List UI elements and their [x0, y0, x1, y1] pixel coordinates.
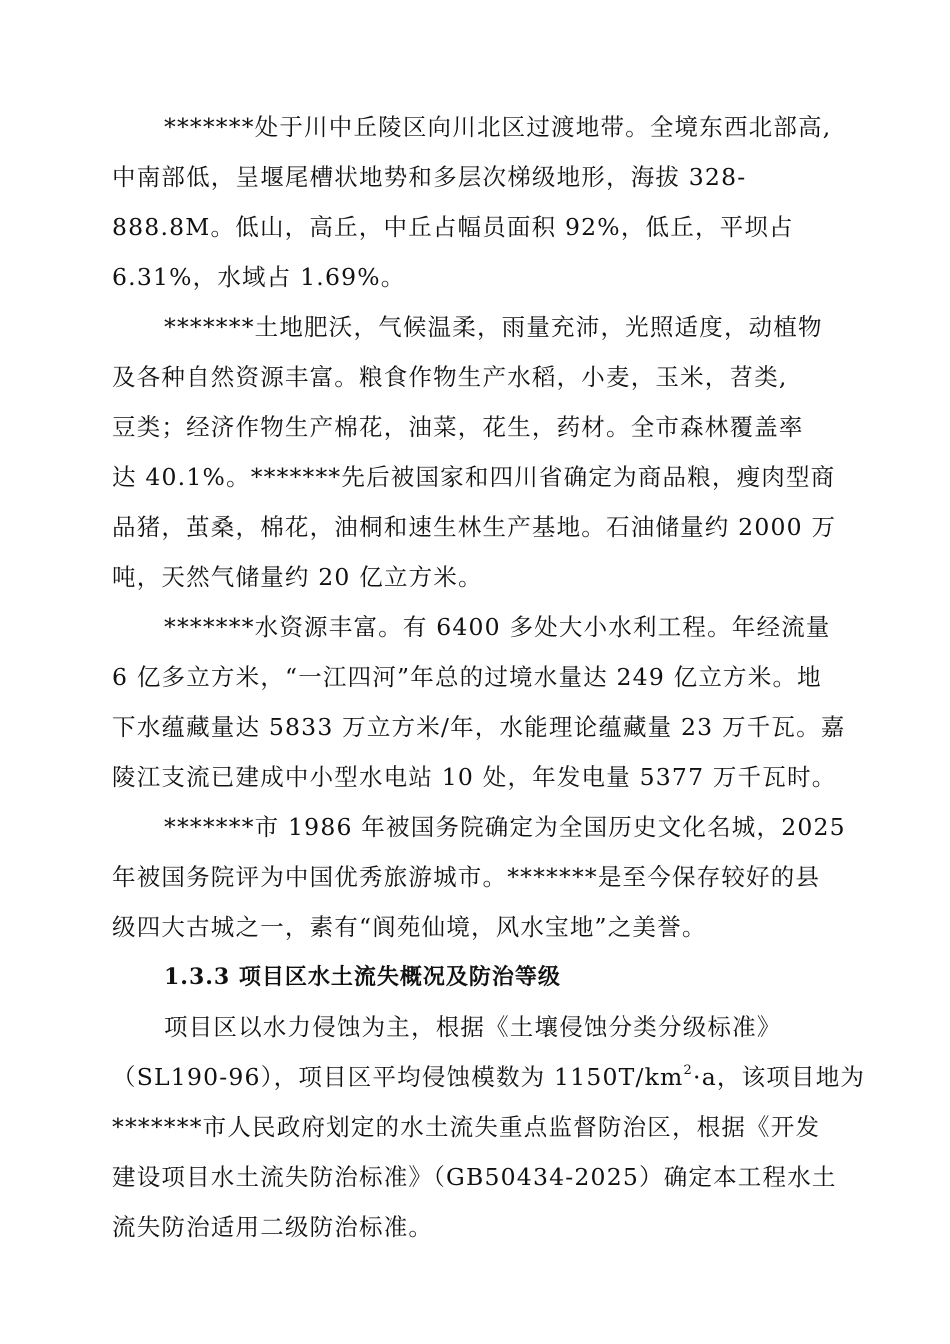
erosion-text-after-sup: ·a，该项目地为 [693, 1063, 866, 1091]
paragraph-line: 级四大古城之一，素有“阆苑仙境，风水宝地”之美誉。 [112, 913, 707, 941]
paragraph-line: 年被国务院评为中国优秀旅游城市。*******是至今保存较好的县 [112, 863, 821, 891]
paragraph-line: *******水资源丰富。有 6400 多处大小水利工程。年经流量 [164, 613, 831, 641]
paragraph-line: *******市人民政府划定的水土流失重点监督防治区，根据《开发 [112, 1113, 821, 1141]
paragraph-line: 品猪，茧桑，棉花，油桐和速生林生产基地。石油储量约 2000 万 [112, 513, 837, 541]
paragraph-line: 下水蕴藏量达 5833 万立方米/年，水能理论蕴藏量 23 万千瓦。嘉 [112, 713, 846, 741]
paragraph-line: 及各种自然资源丰富。粮食作物生产水稻，小麦，玉米，苕类, [112, 363, 788, 391]
paragraph-line: *******土地肥沃，气候温柔，雨量充沛，光照适度，动植物 [164, 313, 823, 341]
paragraph-line: 达 40.1%。*******先后被国家和四川省确定为商品粮，瘦肉型商 [112, 463, 836, 491]
superscript-2: 2 [683, 1063, 694, 1079]
paragraph-line: *******处于川中丘陵区向川北区过渡地带。全境东西北部高, [164, 113, 832, 141]
paragraph-line: 6.31%，水域占 1.69%。 [112, 263, 406, 291]
paragraph-line: 流失防治适用二级防治标准。 [112, 1213, 434, 1241]
paragraph-line: 中南部低，呈堰尾槽状地势和多层次梯级地形，海拔 328- [112, 163, 747, 191]
paragraph-line: *******市 1986 年被国务院确定为全国历史文化名城，2025 [164, 813, 846, 841]
paragraph-line [112, 1052, 864, 1102]
section-heading: 1.3.3 项目区水土流失概况及防治等级 [164, 964, 561, 990]
document-body [112, 102, 864, 1252]
paragraph-line: 项目区以水力侵蚀为主，根据《土壤侵蚀分类分级标准》 [164, 1013, 782, 1041]
paragraph-line: 吨，天然气储量约 20 亿立方米。 [112, 563, 483, 591]
paragraph-history [112, 802, 864, 952]
paragraph-erosion [112, 1002, 864, 1252]
paragraph-terrain [112, 102, 864, 302]
paragraph-line: 建设项目水土流失防治标准》（GB50434-2025）确定本工程水土 [112, 1163, 837, 1191]
paragraph-water [112, 602, 864, 802]
erosion-text-before-sup: （SL190-96），项目区平均侵蚀模数为 1150T/km [112, 1063, 684, 1091]
paragraph-line: 豆类；经济作物生产棉花，油菜，花生，药材。全市森林覆盖率 [112, 413, 804, 441]
paragraph-line: 888.8M。低山，高丘，中丘占幅员面积 92%，低丘，平坝占 [112, 213, 794, 241]
paragraph-line: 6 亿多立方米，“一江四河”年总的过境水量达 249 亿立方米。地 [112, 663, 822, 691]
paragraph-resources [112, 302, 864, 602]
paragraph-line: 陵江支流已建成中小型水电站 10 处，年发电量 5377 万千瓦时。 [112, 763, 837, 791]
